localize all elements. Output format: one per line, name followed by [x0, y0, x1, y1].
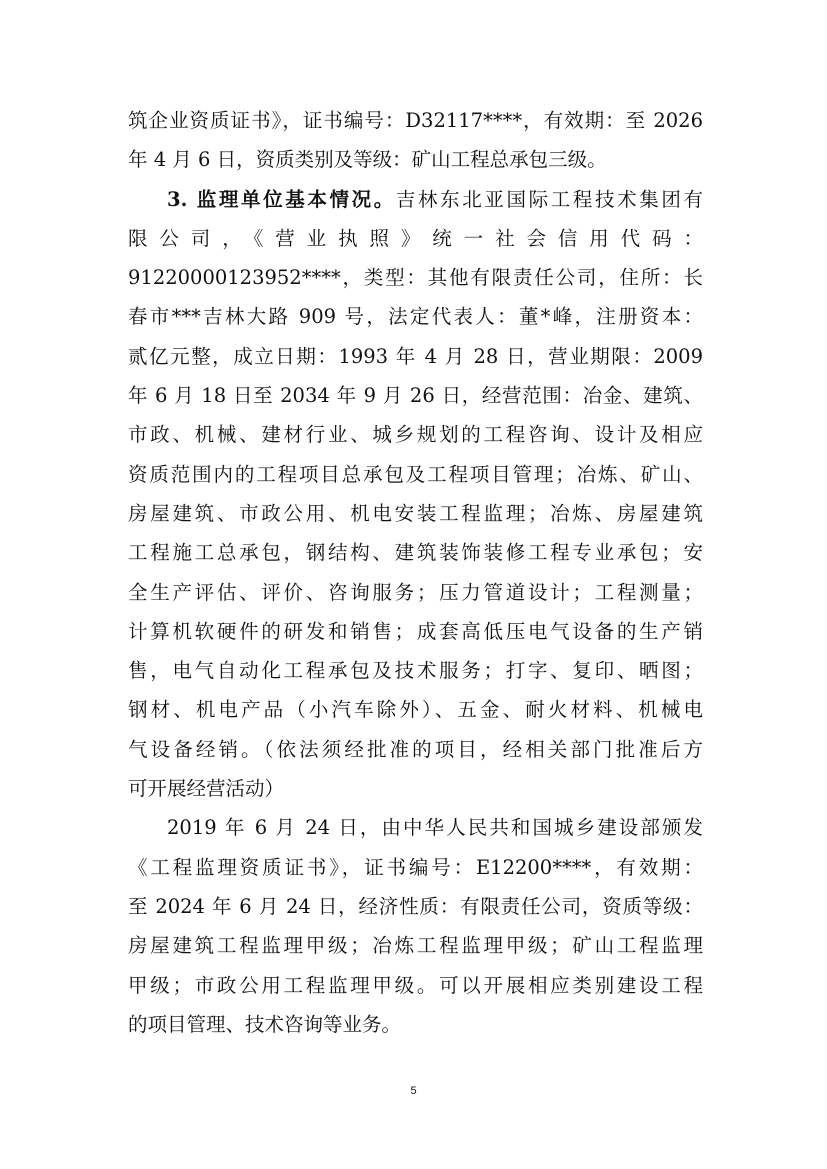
text-line: 钢材、机电产品（小汽车除外）、五金、耐火材料、机械电 — [128, 698, 703, 722]
text-line: 年 6 月 18 日至 2034 年 9 月 26 日，经营范围：冶金、建筑、 — [128, 384, 703, 408]
text-line: 气设备经销。（依法须经批准的项目，经相关部门批准后方 — [128, 737, 703, 761]
paragraph-first-line: 2019 年 6 月 24 日，由中华人民共和国城乡建设部颁发 — [167, 816, 703, 840]
text-line: 资质范围内的工程项目总承包及工程项目管理；冶炼、矿山、 — [128, 462, 703, 486]
text-line: 至 2024 年 6 月 24 日，经济性质：有限责任公司，资质等级： — [128, 894, 703, 918]
text-line: 市政、机械、建材行业、城乡规划的工程咨询、设计及相应 — [128, 423, 703, 447]
text-line: 甲级；市政公用工程监理甲级。可以开展相应类别建设工程 — [128, 973, 703, 997]
text-line: 计算机软硬件的研发和销售；成套高低压电气设备的生产销 — [128, 619, 703, 643]
text-line: 售，电气自动化工程承包及技术服务；打字、复印、晒图； — [128, 659, 703, 683]
section-3-text: 吉林东北亚国际工程技术集团有 — [395, 187, 703, 211]
text-line: 《工程监理资质证书》，证书编号：E12200****，有效期： — [128, 855, 703, 879]
text-line: 筑企业资质证书》，证书编号：D32117****，有效期：至 2026 — [128, 109, 703, 132]
page-number: 5 — [410, 1085, 417, 1097]
text-line: 贰亿元整，成立日期：1993 年 4 月 28 日，营业期限：2009 — [128, 344, 703, 368]
text-line: 91220000123952****，类型：其他有限责任公司，住所：长 — [128, 266, 703, 290]
text-line: 限公司，《营业执照》统一社会信用代码： — [128, 226, 703, 250]
text-line: 房屋建筑、市政公用、机电安装工程监理；冶炼、房屋建筑 — [128, 501, 703, 525]
text-line: 房屋建筑工程监理甲级；冶炼工程监理甲级；矿山工程监理 — [128, 934, 703, 958]
text-line: 的项目管理、技术咨询等业务。 — [128, 1012, 402, 1036]
text-line: 年 4 月 6 日，资质类别及等级：矿山工程总承包三级。 — [128, 148, 607, 172]
document-body — [128, 101, 703, 1044]
text-line: 可开展经营活动） — [128, 777, 285, 801]
text-line: 春市***吉林大路 909 号，法定代表人：董*峰，注册资本： — [128, 305, 703, 329]
text-line: 全生产评估、评价、咨询服务；压力管道设计；工程测量； — [128, 580, 703, 604]
section-3-first-line — [128, 180, 703, 219]
section-3-heading: 3. 监理单位基本情况。 — [167, 187, 396, 211]
text-line: 工程施工总承包，钢结构、建筑装饰装修工程专业承包；安 — [128, 541, 703, 565]
